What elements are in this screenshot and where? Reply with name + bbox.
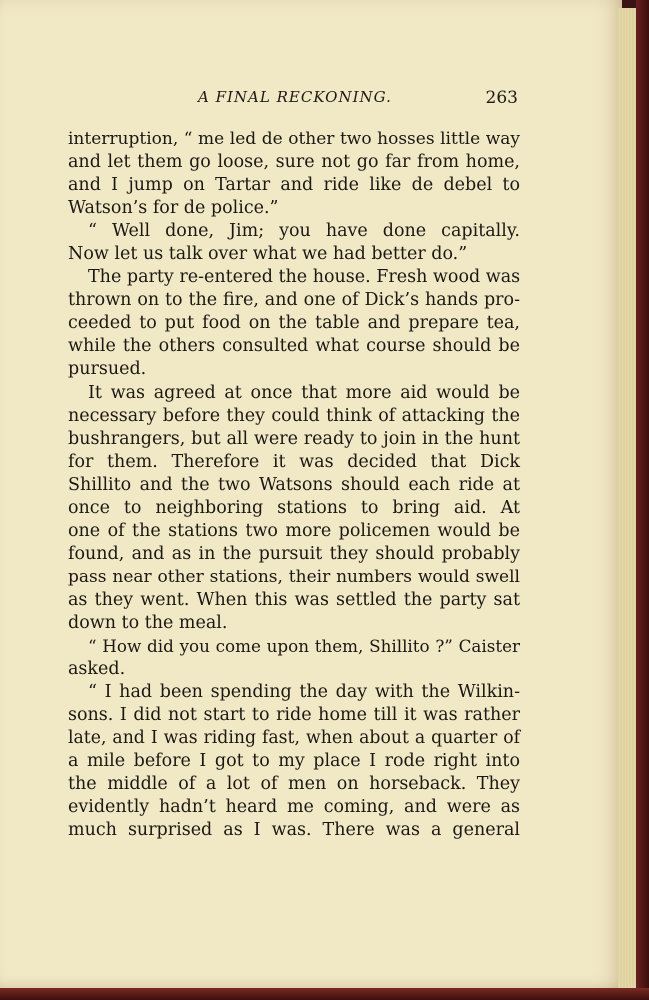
- text-line: sons. I did not start to ride home till it was rather: [68, 705, 520, 726]
- text-line: necessary before they could think of attacking the: [68, 405, 520, 426]
- text-line: thrown on to the fire, and one of Dick’s hands pro-: [68, 290, 520, 311]
- text-line: pass near other stations, their numbers would swell: [68, 566, 520, 587]
- text-line: bushrangers, but all were ready to join in the hunt: [68, 428, 520, 449]
- text-line: a mile before I got to my place I rode right into: [68, 751, 520, 772]
- text-line: down to the meal.: [68, 612, 228, 633]
- text-line: “ Well done, Jim; you have done capitally.: [88, 221, 520, 242]
- text-line: while the others consulted what course should be: [68, 336, 520, 357]
- text-line: once to neighboring stations to bring aid. At: [68, 497, 520, 518]
- book-cover-edge: [636, 0, 649, 1000]
- text-line: It was agreed at once that more aid would be: [88, 382, 520, 403]
- text-line: “ How did you come upon them, Shillito ?” Caister: [88, 636, 520, 657]
- page-header: [68, 88, 520, 112]
- book-cover-bottom: [0, 988, 649, 1000]
- text-line: for them. Therefore it was decided that Dick: [68, 451, 520, 472]
- running-head: A FINAL RECKONING.: [198, 88, 392, 106]
- text-line: ceeded to put food on the table and prepare tea,: [68, 313, 520, 334]
- body-text: [68, 128, 520, 842]
- text-line: evidently hadn’t heard me coming, and were as: [68, 797, 520, 818]
- page-number: 263: [485, 88, 518, 108]
- text-line: much surprised as I was. There was a general: [68, 820, 520, 841]
- text-line: Now let us talk over what we had better do.”: [68, 244, 468, 265]
- text-line: late, and I was riding fast, when about a quarter of: [68, 728, 520, 749]
- text-line: interruption, “ me led de other two hosses little way: [68, 129, 520, 149]
- text-line: found, and as in the pursuit they should probably: [68, 543, 520, 564]
- text-line: one of the stations two more policemen would be: [68, 520, 520, 541]
- text-line: and I jump on Tartar and ride like de debel to: [68, 175, 520, 196]
- text-line: pursued.: [68, 359, 147, 380]
- text-line: Shillito and the two Watsons should each ride at: [68, 474, 520, 495]
- text-line: as they went. When this was settled the party sat: [68, 589, 520, 610]
- text-line: the middle of a lot of men on horseback. They: [68, 774, 520, 795]
- text-line: asked.: [68, 659, 126, 680]
- text-line: “ I had been spending the day with the Wilkin-: [88, 682, 520, 703]
- text-line: and let them go loose, sure not go far from home,: [68, 152, 520, 173]
- text-line: Watson’s for de police.”: [68, 198, 279, 219]
- text-line: The party re-entered the house. Fresh wood was: [88, 267, 521, 288]
